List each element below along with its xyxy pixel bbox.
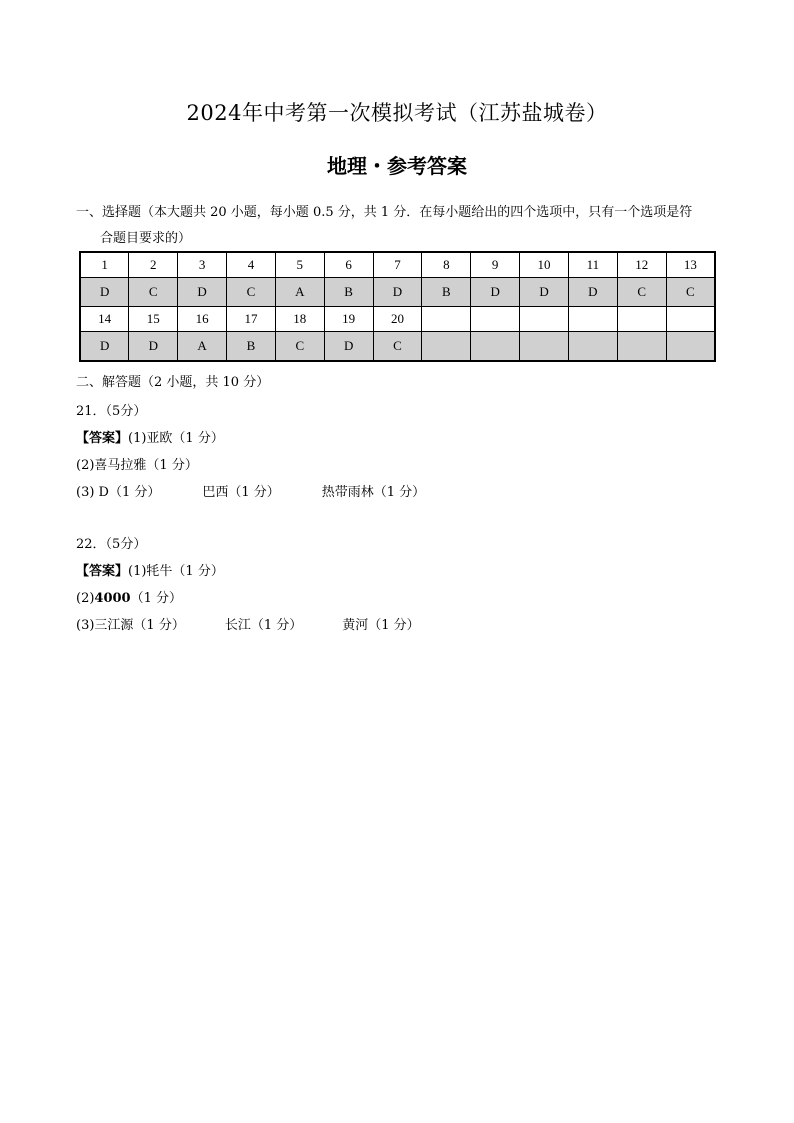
answer-cell: C — [617, 278, 666, 307]
q21-number: 21．（5分） — [76, 404, 147, 419]
q22-answer-3a: (3)三江源（1 分） — [76, 618, 185, 633]
section1-line1: 一、选择题（本大题共 20 小题，每小题 0.5 分，共 1 分．在每小题给出的四个选项中，只有一个选项是符 — [76, 205, 693, 220]
q22-answer-2-suffix: （1 分） — [130, 591, 183, 606]
answer-cell: B — [324, 278, 373, 307]
question-number — [568, 307, 617, 332]
answer-cell: B — [227, 332, 276, 362]
question-number: 20 — [373, 307, 422, 332]
answer-cell: C — [373, 332, 422, 362]
answer-cell — [520, 332, 569, 362]
answer-table-row-answers-2 — [80, 332, 715, 362]
answer-cell: C — [129, 278, 178, 307]
answer-cell: D — [80, 278, 129, 307]
q22-answer-line3 — [76, 614, 420, 633]
answer-cell: A — [275, 278, 324, 307]
question-number: 15 — [129, 307, 178, 332]
question-number: 17 — [227, 307, 276, 332]
answer-tag: 【答案】 — [76, 431, 129, 446]
question-number: 11 — [568, 252, 617, 278]
question-number: 6 — [324, 252, 373, 278]
question-number — [471, 307, 520, 332]
answer-cell: D — [520, 278, 569, 307]
question-number — [617, 307, 666, 332]
question-number: 4 — [227, 252, 276, 278]
q21-answer-3a: (3) D（1 分） — [76, 485, 161, 500]
q22-answer-line2 — [76, 587, 182, 606]
q22-answer-line1 — [76, 560, 224, 579]
question-number: 14 — [80, 307, 129, 332]
answer-table-row-numbers-2 — [80, 307, 715, 332]
question-number: 8 — [422, 252, 471, 278]
q22-answer-3b: 长江（1 分） — [224, 618, 303, 633]
q22-answer-1: (1)牦牛（1 分） — [128, 564, 224, 579]
q22-answer-2-prefix: (2) — [76, 591, 95, 606]
question-number — [520, 307, 569, 332]
q22-number: 22．（5分） — [76, 537, 147, 552]
answer-cell — [471, 332, 520, 362]
q21-answer-1: (1)亚欧（1 分） — [128, 431, 224, 446]
answer-cell: A — [178, 332, 227, 362]
answer-table-row-numbers-1 — [80, 252, 715, 278]
answer-table-row-answers-1 — [80, 278, 715, 307]
answer-cell: D — [178, 278, 227, 307]
question-number: 12 — [617, 252, 666, 278]
question-number: 5 — [275, 252, 324, 278]
answer-cell: D — [471, 278, 520, 307]
question-number: 13 — [666, 252, 715, 278]
q21-answer-line3 — [76, 481, 425, 500]
answer-cell: B — [422, 278, 471, 307]
answer-cell — [568, 332, 617, 362]
answer-cell — [617, 332, 666, 362]
q22-answer-3c: 黄河（1 分） — [342, 618, 420, 633]
question-number — [422, 307, 471, 332]
answer-tag: 【答案】 — [76, 564, 129, 579]
question-number: 9 — [471, 252, 520, 278]
question-number: 3 — [178, 252, 227, 278]
q21-answer-3c: 热带雨林（1 分） — [321, 485, 426, 500]
question-number: 1 — [80, 252, 129, 278]
section1-instructions — [76, 200, 726, 252]
question-number: 10 — [520, 252, 569, 278]
answer-cell: D — [324, 332, 373, 362]
answer-cell: D — [129, 332, 178, 362]
answer-cell: C — [666, 278, 715, 307]
answer-cell: C — [275, 332, 324, 362]
question-number: 16 — [178, 307, 227, 332]
answer-table — [79, 251, 716, 362]
answer-cell: C — [227, 278, 276, 307]
question-number: 19 — [324, 307, 373, 332]
page-subtitle: 地理・参考答案 — [327, 154, 467, 178]
question-number: 18 — [275, 307, 324, 332]
page-title: 2024年中考第一次模拟考试（江苏盐城卷） — [186, 101, 608, 125]
answer-cell: D — [568, 278, 617, 307]
answer-cell — [422, 332, 471, 362]
answer-cell: D — [80, 332, 129, 362]
section2-header: 二、解答题（2 小题，共 10 分） — [76, 375, 270, 390]
answer-cell: D — [373, 278, 422, 307]
q22-answer-2-value: 4000 — [94, 591, 131, 606]
answer-cell — [666, 332, 715, 362]
section1-line2: 合题目要求的） — [100, 231, 192, 246]
q21-answer-3b: 巴西（1 分） — [202, 485, 280, 500]
question-number: 7 — [373, 252, 422, 278]
question-number: 2 — [129, 252, 178, 278]
question-number — [666, 307, 715, 332]
q21-answer-2: (2)喜马拉雅（1 分） — [76, 458, 198, 473]
q21-answer-line1 — [76, 427, 224, 446]
